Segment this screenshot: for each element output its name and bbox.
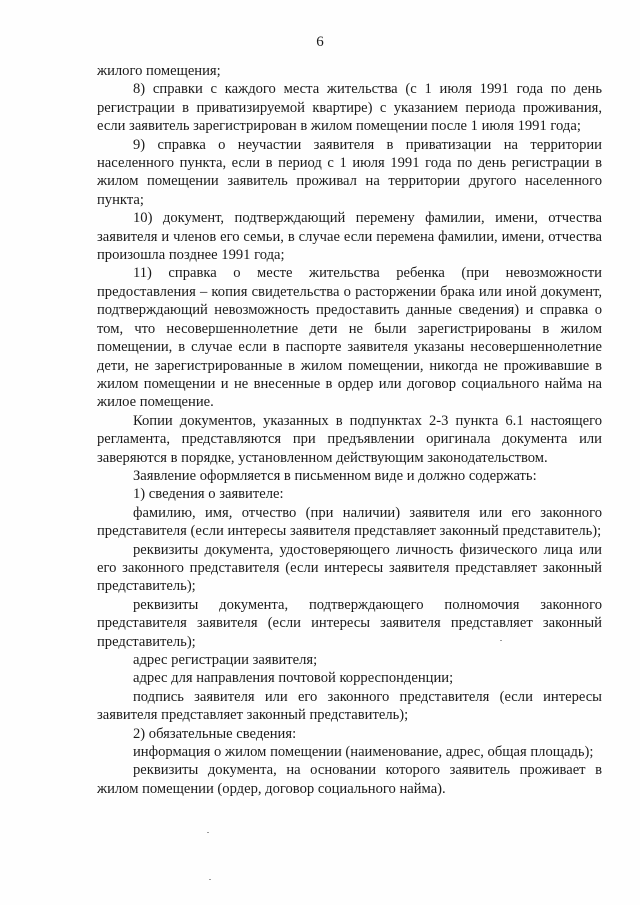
paragraph-7: Заявление оформляется в письменном виде и должно содержать: [133, 467, 537, 484]
paragraph-1: жилого помещения; [97, 63, 221, 79]
paragraph-12: адрес регистрации заявителя; [133, 652, 318, 668]
paragraph-2: 8) справки с каждого места жительства (с 1 июля 1991 года по день регистрации в приватизируемой квартире) с указанием периода проживания, если заявитель зарегистрирован в жилом помещении после 1 июля 1991 года; [97, 81, 602, 135]
scan-speck [207, 832, 209, 833]
paragraph-6: Копии документов, указанных в подпунктах 2-3 пункта 6.1 настоящего регламента, представляются при предъявлении оригинала документа или заверяются в порядке, установленном действующим законодательством. [97, 412, 602, 466]
paragraph-9: фамилию, имя, отчество (при наличии) заявителя или его законного представителя (если интересы заявителя представляет законный представитель); [97, 504, 602, 540]
paragraph-4: 10) документ, подтверждающий перемену фамилии, имени, отчества заявителя и членов его семьи, в случае если перемена фамилии, имени, отчества произошла позднее 1991 года; [97, 210, 602, 264]
paragraph-10: реквизиты документа, удостоверяющего личность физического лица или его законного представителя (если интересы заявителя представляет законный представитель); [97, 541, 602, 595]
paragraph-11: реквизиты документа, подтверждающего полномочия законного представителя заявителя (если интересы заявителя представляет законный представитель); [97, 596, 602, 650]
scan-speck [209, 879, 211, 880]
document-body [97, 62, 602, 798]
paragraph-16: информация о жилом помещении (наименование, адрес, общая площадь); [133, 744, 594, 761]
paragraph-13: адрес для направления почтовой корреспонденции; [133, 670, 454, 687]
page-number: 6 [316, 34, 324, 50]
paragraph-3: 9) справка о неучастии заявителя в приватизации на территории населенного пункта, если в период с 1 июля 1991 года по день регистрации в жилом помещении заявитель проживал на территории другого населенного пункта; [97, 136, 602, 208]
paragraph-5: 11) справка о месте жительства ребенка (при невозможности предоставления – копия свидетельства о расторжении брака или иной документ, подтверждающий невозможность предоставить данные сведения) и справка о том, что несовершеннолетние дети не были зарегистрированы в жилом помещении, в случае если в паспорте заявителя указаны несовершеннолетние дети, не зарегистрированные в жилом помещении, никогда не проживавшие в жилом помещении и не внесенные в ордер или договор социального найма на жилое помещение. [97, 265, 602, 411]
paragraph-14: подпись заявителя или его законного представителя (если интересы заявителя представляет законный представитель); [97, 688, 602, 724]
paragraph-15: 2) обязательные сведения: [133, 725, 297, 742]
paragraph-17: реквизиты документа, на основании которого заявитель проживает в жилом помещении (ордер, договор социального найма). [97, 762, 602, 797]
scan-speck [500, 640, 502, 641]
paragraph-8: 1) сведения о заявителе: [133, 486, 284, 503]
